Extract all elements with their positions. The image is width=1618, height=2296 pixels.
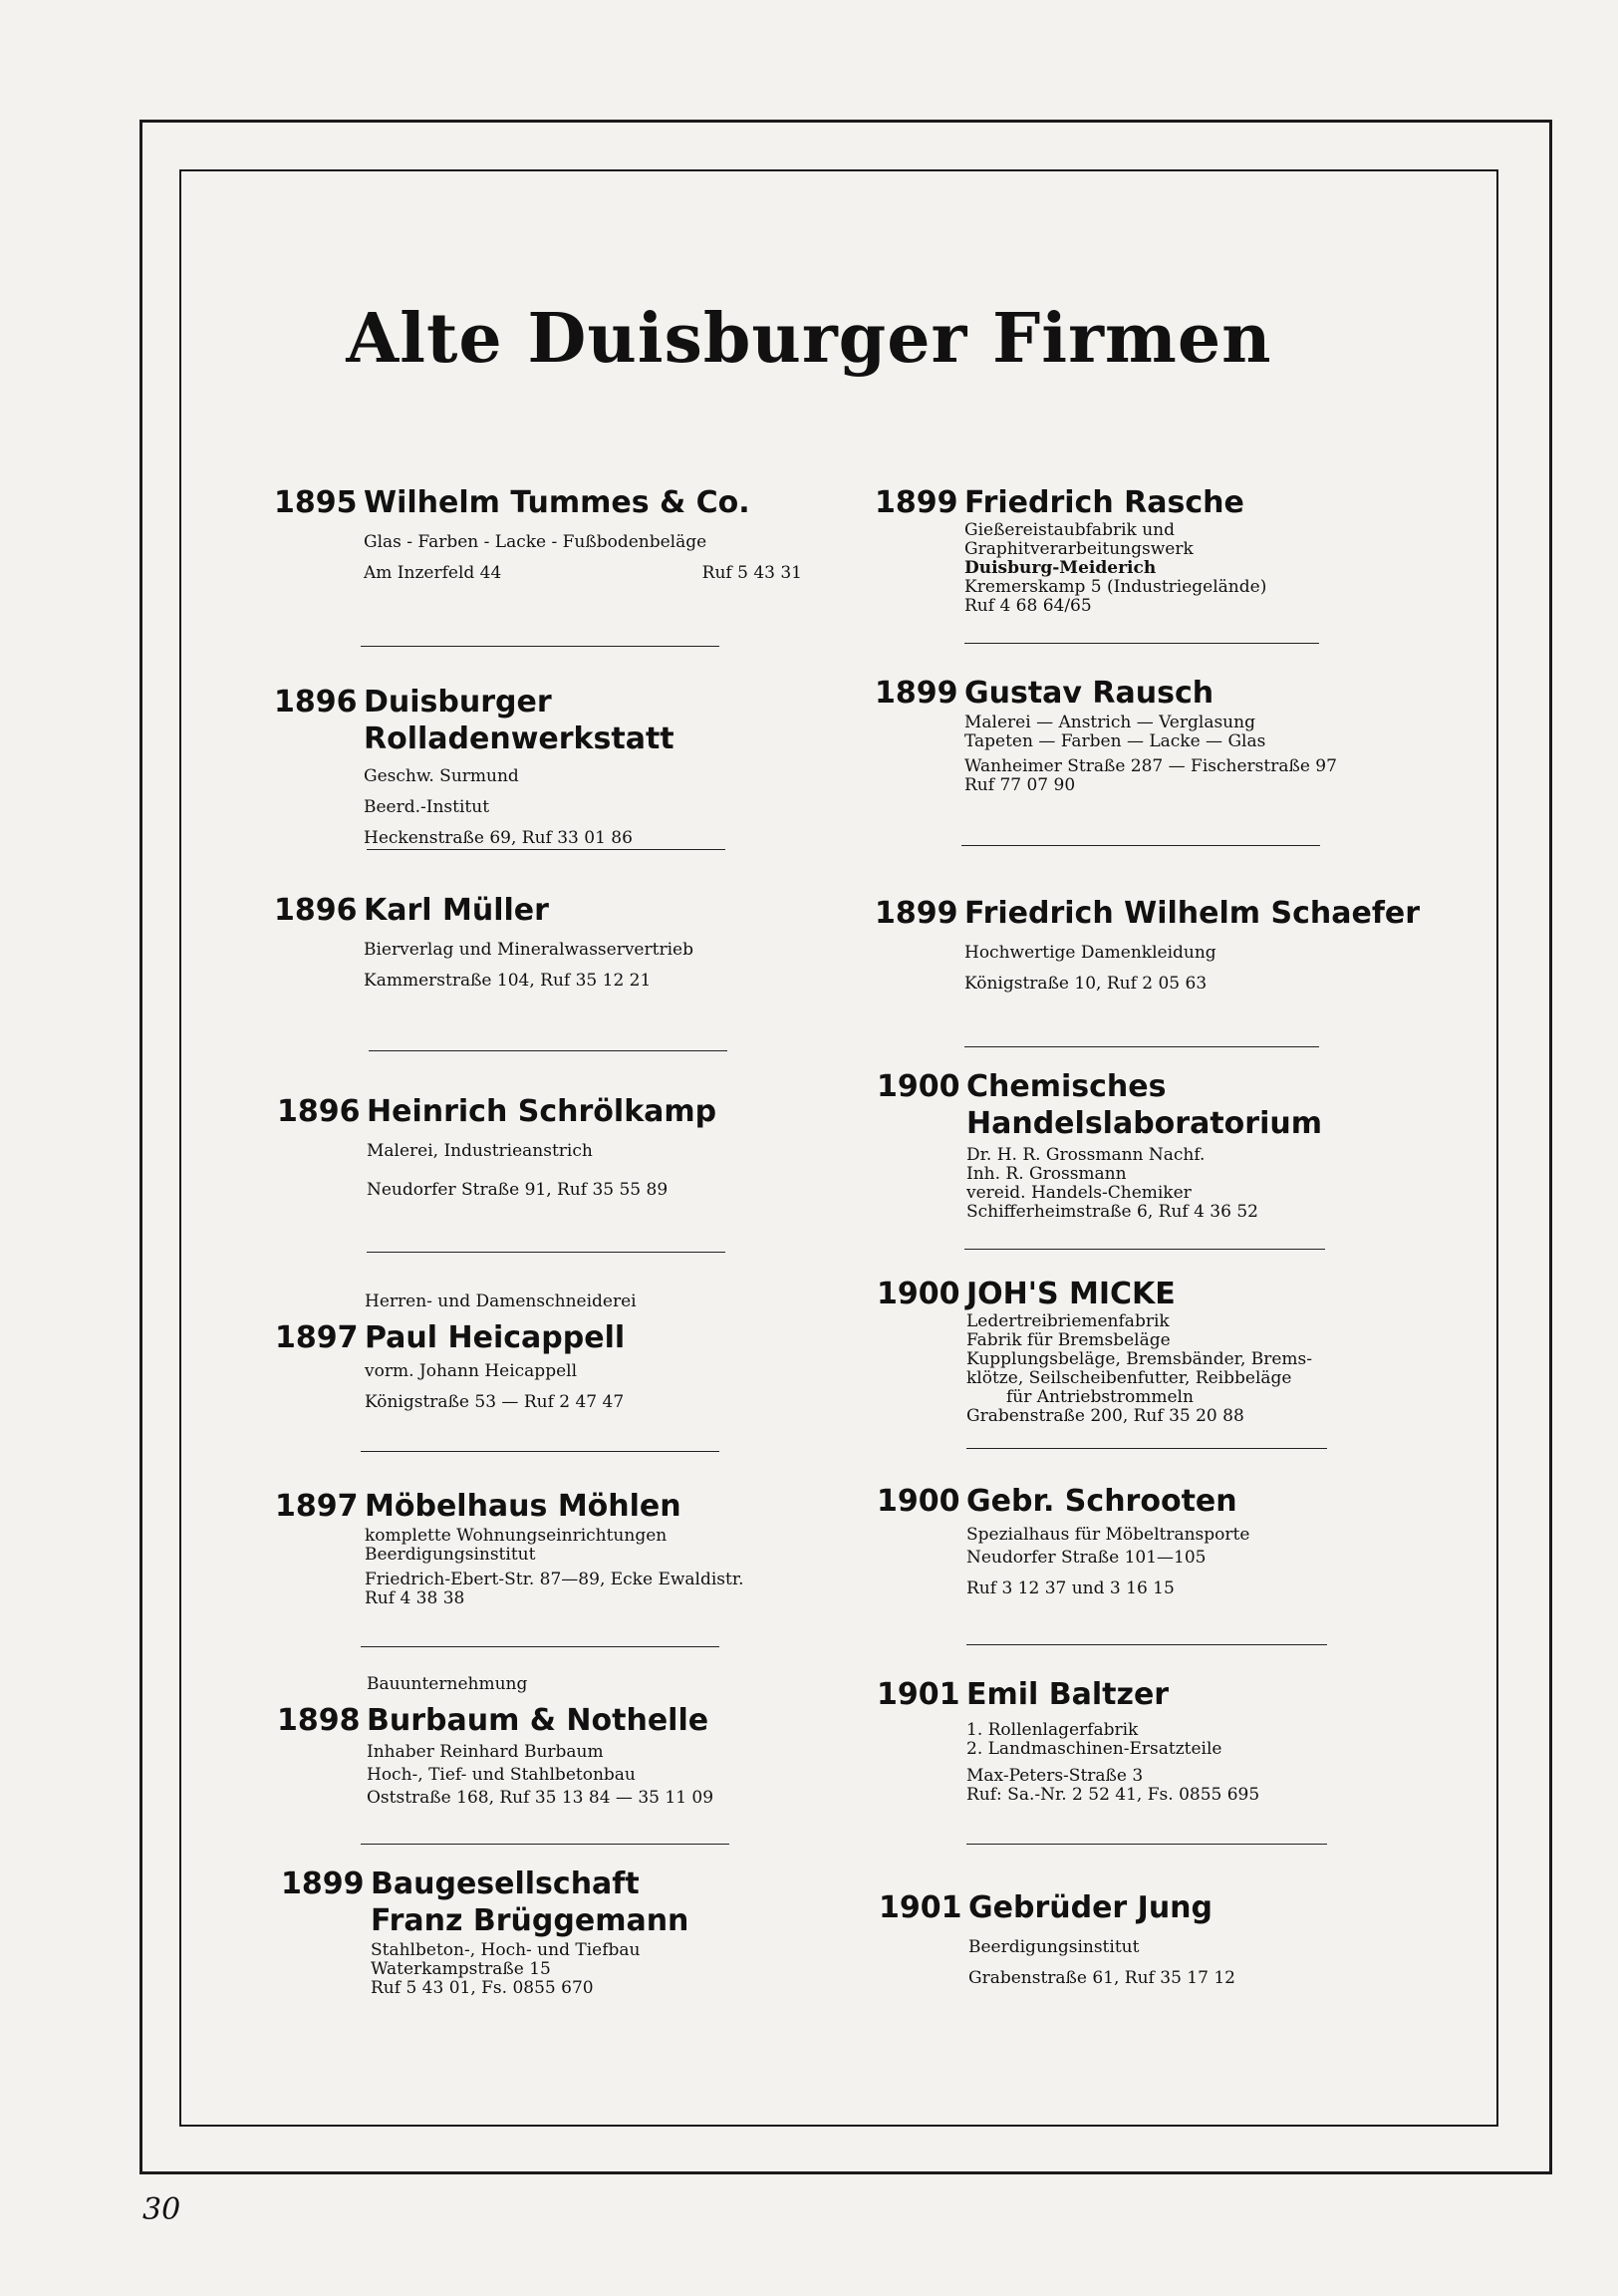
company-line: Graphitverarbeitungswerk	[964, 539, 1194, 559]
separator-line	[369, 1050, 727, 1051]
company-line: Geschw. Surmund	[364, 766, 519, 786]
company-line: Hoch-, Tief- und Stahlbetonbau	[367, 1765, 636, 1785]
company-line: komplette Wohnungseinrichtungen	[365, 1526, 668, 1546]
founding-year: 1900	[877, 1484, 960, 1519]
company-entry	[879, 1889, 1437, 1988]
company-entry	[877, 1676, 1435, 1805]
company-entry	[274, 684, 832, 848]
founding-year: 1898	[277, 1703, 361, 1738]
company-name: Chemisches	[966, 1069, 1167, 1104]
company-prefix: Herren- und Damenschneiderei	[365, 1292, 637, 1311]
company-line: Ruf 3 12 37 und 3 16 15	[966, 1578, 1175, 1598]
founding-year: 1897	[275, 1320, 359, 1355]
founding-year: 1901	[879, 1890, 962, 1925]
company-line: vereid. Handels-Chemiker	[966, 1183, 1192, 1203]
company-name: Emil Baltzer	[966, 1677, 1170, 1712]
separator-line	[964, 643, 1319, 644]
separator-line	[966, 1448, 1327, 1449]
company-name: Karl Müller	[364, 893, 549, 928]
company-line: Grabenstraße 61, Ruf 35 17 12	[968, 1968, 1235, 1988]
company-line: Wanheimer Straße 287 — Fischerstraße 97	[964, 756, 1337, 776]
company-line: Kammerstraße 104, Ruf 35 12 21	[364, 971, 652, 991]
separator-line	[361, 1451, 719, 1452]
separator-line	[961, 845, 1320, 846]
company-line: Dr. H. R. Grossmann Nachf.	[966, 1145, 1206, 1165]
company-name: Burbaum & Nothelle	[367, 1703, 709, 1738]
company-name: Gustav Rausch	[964, 676, 1214, 711]
company-line: klötze, Seilscheibenfutter, Reibbeläge	[966, 1368, 1292, 1388]
page-number: 30	[142, 2192, 181, 2227]
founding-year: 1899	[875, 896, 958, 931]
company-name: Möbelhaus Möhlen	[365, 1489, 681, 1524]
company-line: Spezialhaus für Möbeltransporte	[966, 1525, 1250, 1545]
separator-line	[367, 849, 725, 850]
company-line: Grabenstraße 200, Ruf 35 20 88	[966, 1406, 1244, 1426]
company-line: Malerei, Industrieanstrich	[367, 1141, 593, 1161]
separator-line	[966, 1644, 1327, 1645]
company-line: Ruf: Sa.-Nr. 2 52 41, Fs. 0855 695	[966, 1785, 1260, 1805]
separator-line	[361, 1646, 719, 1647]
company-entry	[277, 1093, 835, 1200]
company-line: Hochwertige Damenkleidung	[964, 943, 1216, 963]
company-entry	[875, 484, 1433, 616]
company-line: Schifferheimstraße 6, Ruf 4 36 52	[966, 1202, 1258, 1222]
separator-line	[964, 1046, 1319, 1047]
company-line: für Antriebstrommeln	[1006, 1387, 1194, 1407]
page-title: Alte Duisburger Firmen	[346, 299, 1272, 379]
company-entry	[275, 1292, 833, 1412]
founding-year: 1895	[274, 485, 358, 520]
founding-year: 1900	[877, 1277, 960, 1311]
company-name: Friedrich Wilhelm Schaefer	[964, 896, 1421, 931]
company-line: Neudorfer Straße 101—105	[966, 1548, 1207, 1568]
company-entry	[877, 1483, 1435, 1598]
founding-year: 1899	[875, 485, 958, 520]
company-name: Heinrich Schrölkamp	[367, 1094, 717, 1129]
company-name: Duisburger Rolladenwerkstatt	[364, 685, 674, 756]
company-line: Königstraße 10, Ruf 2 05 63	[964, 974, 1208, 994]
company-name: Franz Brüggemann	[371, 1903, 689, 1938]
separator-line	[361, 646, 719, 647]
company-line: Glas - Farben - Lacke - Fußbodenbeläge	[364, 532, 707, 552]
company-entry	[274, 892, 832, 991]
company-line: Beerd.-Institut	[364, 797, 490, 817]
company-line: Duisburg-Meiderich	[964, 558, 1157, 578]
company-entry	[275, 1488, 833, 1608]
founding-year: 1899	[281, 1866, 365, 1901]
company-line: Tapeten — Farben — Lacke — Glas	[964, 731, 1266, 751]
company-line: Ledertreibriemenfabrik	[966, 1311, 1170, 1331]
company-entry	[875, 895, 1433, 994]
founding-year: 1896	[274, 685, 358, 719]
company-line: Gießereistaubfabrik und	[964, 520, 1175, 540]
founding-year: 1896	[274, 893, 358, 928]
founding-year: 1901	[877, 1677, 960, 1712]
company-entry	[877, 1276, 1435, 1426]
company-line: Friedrich-Ebert-Str. 87—89, Ecke Ewaldistr.	[365, 1570, 744, 1589]
company-address: Am Inzerfeld 44	[364, 563, 502, 583]
company-entry	[877, 1068, 1435, 1222]
separator-line	[964, 1249, 1325, 1250]
founding-year: 1897	[275, 1489, 359, 1524]
separator-line	[966, 1844, 1327, 1845]
company-line: Oststraße 168, Ruf 35 13 84 — 35 11 09	[367, 1788, 714, 1808]
company-name: Gebrüder Jung	[968, 1890, 1214, 1925]
company-phone: Ruf 5 43 31	[701, 563, 802, 583]
company-line: Ruf 4 38 38	[365, 1588, 465, 1608]
company-line: Waterkampstraße 15	[371, 1959, 551, 1979]
company-line: Ruf 4 68 64/65	[964, 596, 1092, 616]
company-line: Bierverlag und Mineralwasservertrieb	[364, 940, 693, 960]
founding-year: 1900	[877, 1069, 960, 1104]
company-line: Max-Peters-Straße 3	[966, 1766, 1144, 1786]
company-line: 2. Landmaschinen-Ersatzteile	[966, 1739, 1222, 1759]
company-entry	[875, 675, 1433, 795]
company-name: Friedrich Rasche	[964, 485, 1244, 520]
company-entry	[277, 1674, 835, 1808]
company-line: Ruf 77 07 90	[964, 775, 1076, 795]
company-line: Malerei — Anstrich — Verglasung	[964, 713, 1255, 732]
company-line: Kupplungsbeläge, Bremsbänder, Brems-	[966, 1349, 1313, 1369]
company-line: Beerdigungsinstitut	[365, 1545, 536, 1565]
company-line: Fabrik für Bremsbeläge	[966, 1330, 1171, 1350]
company-line: Kremerskamp 5 (Industriegelände)	[964, 577, 1267, 597]
company-entry	[274, 484, 832, 583]
company-line: vorm. Johann Heicappell	[365, 1361, 578, 1381]
company-line: Neudorfer Straße 91, Ruf 35 55 89	[367, 1180, 669, 1200]
company-line: Inh. R. Grossmann	[966, 1164, 1127, 1184]
company-name: Handelslaboratorium	[966, 1106, 1322, 1141]
company-line: Inhaber Reinhard Burbaum	[367, 1742, 604, 1762]
founding-year: 1896	[277, 1094, 361, 1129]
company-line: Königstraße 53 — Ruf 2 47 47	[365, 1392, 625, 1412]
company-name: Gebr. Schrooten	[966, 1484, 1237, 1519]
company-entry	[281, 1866, 839, 1998]
company-line: 1. Rollenlagerfabrik	[966, 1720, 1139, 1740]
separator-line	[367, 1252, 725, 1253]
company-name: JOH'S MICKE	[966, 1277, 1176, 1311]
company-line: Heckenstraße 69, Ruf 33 01 86	[364, 828, 633, 848]
separator-line	[361, 1844, 729, 1845]
company-name: Paul Heicappell	[365, 1320, 626, 1355]
company-name: Wilhelm Tummes & Co.	[364, 485, 750, 520]
company-name: Baugesellschaft	[371, 1866, 640, 1901]
company-line: Beerdigungsinstitut	[968, 1937, 1140, 1957]
company-prefix: Bauunternehmung	[367, 1674, 528, 1694]
founding-year: 1899	[875, 676, 958, 711]
company-line: Ruf 5 43 01, Fs. 0855 670	[371, 1978, 594, 1998]
company-line: Stahlbeton-, Hoch- und Tiefbau	[371, 1940, 641, 1960]
